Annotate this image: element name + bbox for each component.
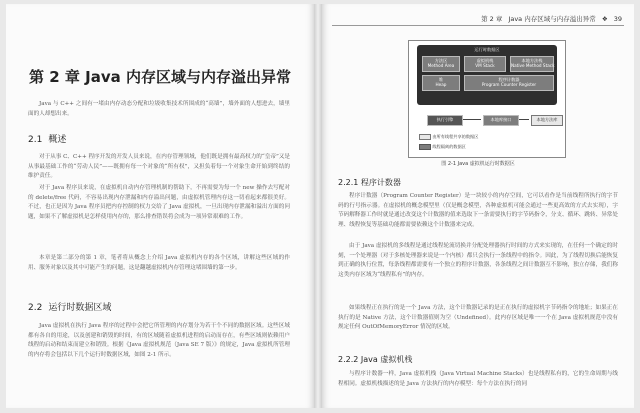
method-area-box: 方法区 Method Area [422, 56, 460, 72]
gear-icon: ❖ [601, 15, 608, 23]
figure-caption: 图 2-1 Java 虚拟机运行时数据区 [441, 161, 515, 167]
native-lib-box: 本地方法库 [531, 115, 563, 126]
legend-isolated-label: 线程隔离的数据区 [432, 144, 466, 149]
right-page [322, 4, 634, 408]
paragraph-overview-2: 对于 Java 程序员来说，在虚拟机自动内存管理机制的帮助下，不再需要为每一个 new 操作去写配对的 delete/free 代码，不容易出现内存泄漏和内存溢出问题，由虚拟机管理内存这一切看起来都很美好。不过，也正是因为 Java 程序员把内存控制的权力交给了 Java 虚拟机，一旦出现内存泄漏和溢出方面的问题，如果不了解虚拟机是怎样使用内存的，那么排查错误将会成为一项异常艰难的工作。 [28, 185, 290, 220]
figure-runtime-data-areas [408, 40, 566, 158]
paragraph-pc-3: 如果线程正在执行的是一个 Java 方法，这个计数器记录的是正在执行的虚拟机字节码指令的地址；如果正在执行的是 Native 方法，这个计数器值则为空（Undefined）。此内存区域是唯一一个在 Java 虚拟机规范中没有规定任何 OutOfMemoryError 情况的区域。 [338, 305, 618, 331]
pc-register-box: 程序计数器 Program Counter Register [464, 75, 554, 91]
section-title: 运行时数据区域 [48, 303, 112, 313]
running-head-title: Java 内存区域与内存溢出异常 [508, 15, 596, 23]
running-head [477, 14, 622, 23]
section-number: 2.2 [28, 303, 43, 313]
paragraph-pc-1: 程序计数器（Program Counter Register）是一块较小的内存空间，它可以看作是当前线程所执行的字节码的行号指示器。在虚拟机的概念模型里（仅是概念模型，各种虚拟机可能会通过一些更高效的方式去实现），字节码解释器工作时就是通过改变这个计数器的值来选取下一条需要执行的字节码指令，分支、循环、跳转、异常处理、线程恢复等基础功能都需要依赖这个计数器来完成。 [338, 193, 618, 228]
chapter-intro: Java 与 C++ 之间有一堵由内存动态分配和垃圾收集技术所围成的“高墙”，墙外面的人想进去，墙里面的人却想出来。 [28, 101, 290, 117]
arrow [519, 119, 529, 120]
section-2-2-heading [28, 300, 111, 313]
section-number: 2.2.2 [338, 355, 359, 364]
section-2-1-heading [28, 132, 66, 145]
paragraph-overview-3: 本章是第二部分的第 1 章，笔者将从概念上介绍 Java 虚拟机内存的各个区域，讲解这些区域的作用、服务对象以及其中可能产生的问题，这是翻越虚拟机内存管理这堵围墙的第一步。 [28, 255, 290, 271]
vm-stack-box: 虚拟机栈 VM Stack [464, 56, 506, 72]
exec-engine-box: 执行引擎 [427, 115, 463, 126]
running-head-rule [332, 25, 624, 26]
section-title: Java 虚拟机栈 [360, 355, 413, 364]
legend-shared-label: 由所有线程共享的数据区 [432, 134, 479, 139]
chapter-title: 第 2 章 Java 内存区域与内存溢出异常 [29, 68, 291, 86]
section-2-2-2-heading [338, 354, 412, 365]
running-head-chapter: 第 2 章 [481, 15, 503, 23]
native-interface-box: 本地库接口 [483, 115, 519, 126]
left-page [6, 4, 314, 408]
paragraph-overview-1: 对于从事 C、C++ 程序开发的开发人员来说，在内存管理领域，他们既是拥有最高权力的“皇帝”又是从事最基础工作的“劳动人民”——既拥有每一个对象的“所有权”，又担负着每一个对象生命开始到终结的维护责任。 [28, 154, 290, 180]
heap-box: 堆 Heap [422, 75, 460, 91]
legend-swatch [419, 134, 431, 140]
legend-isolated [419, 144, 466, 150]
native-stack-box: 本地方法栈 Native Method Stack [510, 56, 554, 72]
runtime-area-label: 运行时数据区 [474, 47, 500, 52]
section-title: 程序计数器 [360, 178, 401, 187]
legend-shared [419, 134, 478, 140]
legend-swatch [419, 144, 431, 150]
section-title: 概述 [48, 135, 67, 145]
paragraph-pc-2: 由于 Java 虚拟机的多线程是通过线程轮流切换并分配处理器执行时间的方式来实现的，在任何一个确定的时刻，一个处理器（对于多核处理器来说是一个内核）都只会执行一条线程中的指令。因此，为了线程切换后能恢复到正确的执行位置，每条线程都需要有一个独立的程序计数器，各条线程之间计数器互不影响，独立存储，我们称这类内存区域为“线程私有”的内存。 [338, 243, 618, 278]
section-number: 2.2.1 [338, 178, 359, 187]
book-gutter [314, 4, 322, 408]
page-number: 39 [613, 15, 622, 23]
paragraph-vm-stack: 与程序计数器一样，Java 虚拟机栈（Java Virtual Machine Stacks）也是线程私有的，它的生命周期与线程相同。虚拟机栈描述的是 Java 方法执行的内存模型：每个方法在执行的同 [338, 371, 618, 387]
arrow [463, 119, 481, 120]
runtime-area-block [417, 45, 557, 105]
paragraph-runtime-areas: Java 虚拟机在执行 Java 程序的过程中会把它所管理的内存划分为若干个不同的数据区域。这些区域都有各自的用途，以及创建和销毁的时间，有的区域随着虚拟机进程的启动而存在，有些区域则依赖用户线程的启动和结束而建立和销毁。根据《Java 虚拟机规范（Java SE 7 版）》的规定，Java 虚拟机所管理的内存将会包括以下几个运行时数据区域，如图 2-1 所示。 [28, 323, 290, 358]
section-2-2-1-heading [338, 177, 401, 188]
section-number: 2.1 [28, 135, 43, 145]
